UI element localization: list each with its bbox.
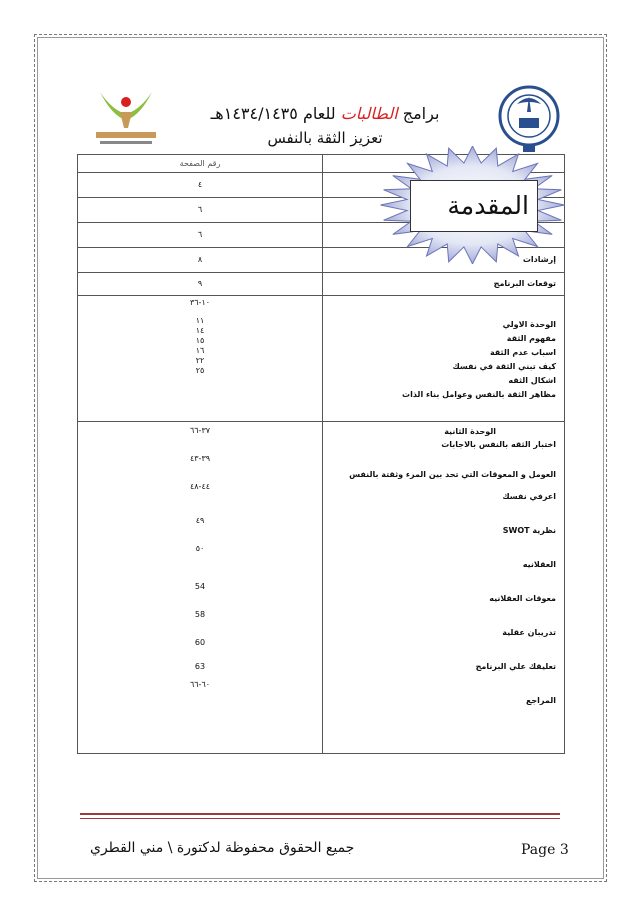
page-number: ٥٠ (195, 544, 205, 553)
page-number: ٢٢ (195, 356, 205, 365)
page-number: ١٥ (195, 336, 205, 345)
page-number: ١٦ (195, 346, 205, 355)
row-page: ٤ (78, 173, 323, 198)
unit2-pages (78, 422, 323, 754)
copyright-text: جميع الحقوق محفوظة لدكتورة \ مني القطري (90, 840, 355, 856)
list-item: المراجع (525, 696, 556, 705)
unit1-heading: الوحدة الاولي (502, 320, 556, 329)
list-item: مظاهر الثقة بالنفس وعوامل بناء الذات (402, 390, 556, 399)
list-item: نظرية SWOT (502, 526, 556, 535)
page-number: 60 (194, 638, 206, 647)
page-number: ١١ (195, 316, 205, 325)
page-number: ٦٠-٦٦ (189, 680, 211, 689)
list-item: اعرفي نفسك (502, 492, 556, 501)
page-number-label: Page 3 (521, 842, 569, 858)
page-number: ٢٥ (195, 366, 205, 375)
list-item: مفهوم الثقة (506, 334, 556, 343)
university-seal-logo (497, 82, 561, 156)
title-suffix: للعام ١٤٣٤/١٤٣٥هـ (210, 104, 336, 123)
footer-divider-thin (80, 818, 560, 819)
page-number: ١٤ (195, 326, 205, 335)
unit1-row (78, 296, 565, 422)
row-page: ٩ (78, 273, 323, 296)
row-page: ٦ (78, 198, 323, 223)
page-number: 58 (194, 610, 206, 619)
list-item: كيف تبني الثقة في نفسك (452, 362, 556, 371)
page-number: 54 (194, 582, 206, 591)
unit2-titles (323, 422, 565, 754)
page-header-cell: رقم الصفحة (78, 155, 323, 173)
row-page: ٦ (78, 223, 323, 248)
program-subtitle: تعزيز الثقة بالنفس (267, 129, 383, 147)
page-number: ٣٧-٦٦ (189, 426, 211, 435)
row-title: توقعات البرنامج (323, 273, 565, 296)
program-title (170, 104, 480, 123)
list-item: اشكال الثقه (508, 376, 556, 385)
table-row (78, 273, 565, 296)
page-number: ٤٩ (195, 516, 205, 525)
page-number: ٤٤-٤٨ (189, 482, 211, 491)
unit1-titles (323, 296, 565, 422)
list-item: تعليقك علي البرنامج (475, 662, 556, 671)
unit2-row (78, 422, 565, 754)
page-number: 63 (194, 662, 206, 671)
unit1-range: ١٠-٣٦ (189, 298, 211, 307)
skills-development-logo (92, 86, 160, 150)
list-item: تدريبان عقلية (502, 628, 556, 637)
list-item: معوقات العقلانيه (489, 594, 556, 603)
title-highlight: الطالبات (340, 104, 398, 123)
list-item: العقلانيه (522, 560, 556, 569)
unit2-heading: الوحدة الثانية (444, 427, 496, 436)
unit1-pages (78, 296, 323, 422)
row-title: إرشادات (323, 248, 565, 273)
footer-divider (80, 813, 560, 815)
page-number: ٣٩-٤٣ (189, 454, 211, 463)
list-item: اسباب عدم الثقة (489, 348, 556, 357)
introduction-label: المقدمة (410, 180, 538, 232)
row-page: ٨ (78, 248, 323, 273)
list-item: اختبار الثقه بالنفس بالاجابات (441, 440, 556, 449)
title-prefix: برامج (402, 104, 440, 123)
list-item: العومل و المعوقات التي تحد بين المرء وثقتة بالنفس (349, 470, 556, 479)
